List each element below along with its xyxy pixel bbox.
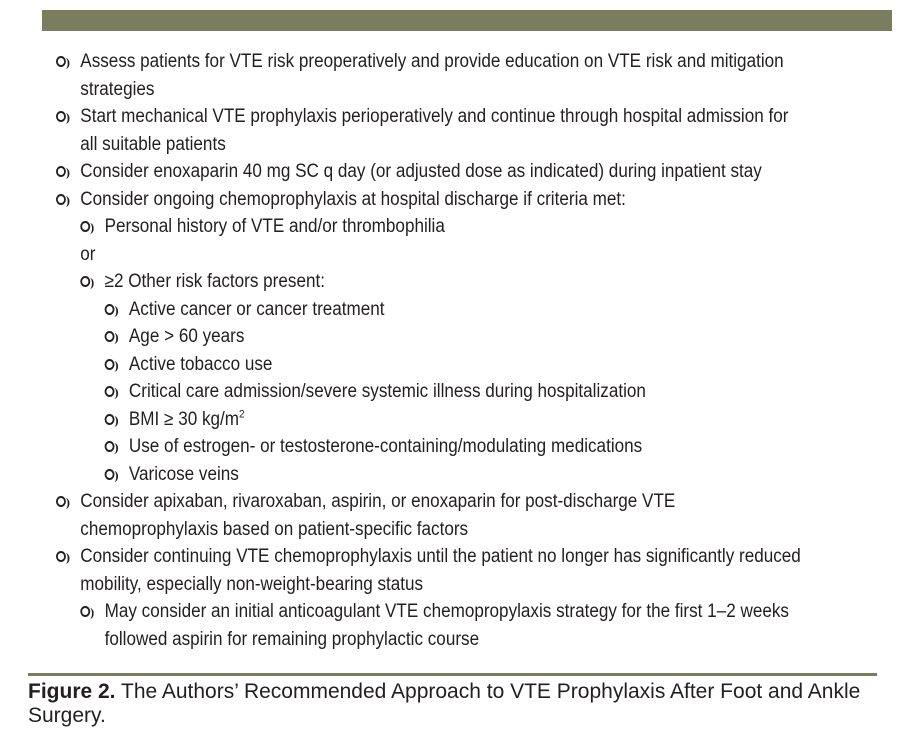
open-circle-bullet-icon [56,111,66,122]
open-circle-bullet-icon [105,386,115,397]
list-item [105,461,803,489]
open-circle-bullet-icon [56,166,66,177]
list-item [80,268,803,296]
list-item [56,48,803,103]
list-item [105,433,803,461]
open-circle-bullet-icon [105,331,115,342]
list-item [105,296,803,324]
open-circle-bullet-icon [80,606,90,617]
list-item [105,378,803,406]
item-text: Consider apixaban, rivaroxaban, aspirin, or enoxaparin for post-discharge VTE chemoprophylaxis based on patient-specific factors [80,491,676,540]
open-circle-bullet-icon [80,276,90,287]
item-text: Age > 60 years [128,326,245,347]
item-text: Use of estrogen- or testosterone-containing/modulating medications [128,436,643,457]
list-item [56,186,803,214]
figure-caption [28,680,878,728]
list-item [80,598,803,653]
open-circle-bullet-icon [105,414,115,425]
item-text: Varicose veins [128,463,239,485]
recommendation-list [56,48,803,653]
open-circle-bullet-icon [105,304,115,315]
caption-rule [28,673,877,676]
list-item [56,103,803,158]
open-circle-bullet-icon [80,221,90,232]
open-circle-bullet-icon [56,551,66,562]
list-item [56,488,803,543]
open-circle-bullet-icon [56,194,66,205]
item-text: Active tobacco use [128,353,273,375]
item-text: Personal history of VTE and/or thrombophilia [104,216,445,237]
open-circle-bullet-icon [56,56,66,67]
list-item [56,543,803,598]
list-item [56,158,803,186]
list-item-or [80,241,803,269]
caption-label: Figure 2. [28,680,116,703]
list-item [80,213,803,241]
list-item [105,351,803,379]
open-circle-bullet-icon [56,496,66,507]
open-circle-bullet-icon [105,359,115,370]
open-circle-bullet-icon [105,469,115,480]
caption-text: The Authors’ Recommended Approach to VTE Prophylaxis After Foot and Ankle Surgery. [28,680,861,727]
item-text: Critical care admission/severe systemic illness during hospitalization [128,381,646,402]
item-text: Consider continuing VTE chemoprophylaxis until the patient no longer has significantly reduced mobility, especially non-weight-bearing status [80,546,801,595]
item-text: BMI ≥ 30 kg/m [128,408,240,430]
list-item [105,406,803,434]
item-text: ≥2 Other risk factors present: [104,271,325,292]
item-text: Start mechanical VTE prophylaxis perioperatively and continue through hospital admission for all suitable patients [80,106,789,155]
item-text: May consider an initial anticoagulant VTE chemopropylaxis strategy for the first 1–2 weeks followed aspirin for remaining prophylactic course [104,601,789,650]
list-item [105,323,803,351]
item-text: Consider enoxaparin 40 mg SC q day (or adjusted dose as indicated) during inpatient stay [80,161,762,182]
item-text: Assess patients for VTE risk preoperatively and provide education on VTE risk and mitigation strategies [80,51,784,100]
header-bar [42,10,892,31]
open-circle-bullet-icon [105,441,115,452]
superscript: 2 [239,408,245,421]
item-text: Active cancer or cancer treatment [128,298,385,320]
or-separator: or [80,243,96,265]
item-text: Consider ongoing chemoprophylaxis at hospital discharge if criteria met: [80,188,626,210]
